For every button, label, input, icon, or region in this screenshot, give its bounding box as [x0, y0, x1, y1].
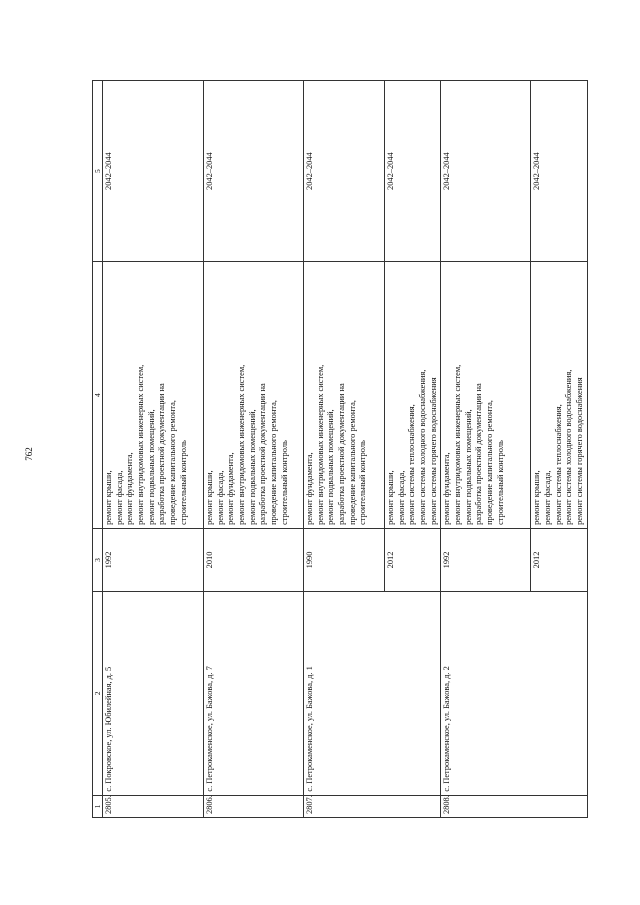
work-item: проведение капитального ремонта, — [168, 400, 178, 525]
row-year: 2010 — [204, 528, 304, 591]
header-col-1: 1 — [93, 795, 103, 817]
header-col-2: 2 — [93, 592, 103, 796]
work-item: ремонт внутридомовых инженерных систем, — [136, 364, 146, 525]
work-item: ремонт внутридомовых инженерных систем, — [315, 364, 325, 525]
work-item: проведение капитального ремонта, — [485, 400, 495, 525]
header-col-4: 4 — [93, 262, 103, 529]
row-period: 2042–2044 — [204, 81, 304, 262]
row-number: 2806. — [204, 795, 304, 817]
row-period: 2042–2044 — [531, 81, 587, 262]
row-year: 1992 — [103, 528, 204, 591]
work-item: ремонт фундамента, — [442, 452, 452, 525]
work-item: строительный контроль — [495, 440, 505, 525]
table-row — [204, 81, 304, 818]
work-item: разработка проектной документации на — [258, 383, 268, 525]
rotated-table-frame — [92, 80, 585, 818]
row-works — [304, 262, 385, 529]
work-item: ремонт фасада, — [543, 470, 553, 525]
work-item: проведение капитального ремонта, — [269, 400, 279, 525]
work-item: строительный контроль — [358, 440, 368, 525]
row-number: 2805. — [103, 795, 204, 817]
work-item: ремонт системы теплоснабжения, — [553, 404, 563, 525]
row-works — [441, 262, 531, 529]
work-item: ремонт подвальных помещений, — [463, 409, 473, 525]
row-year: 1992 — [441, 528, 531, 591]
work-item: ремонт крыши, — [104, 470, 113, 525]
header-col-3: 3 — [93, 528, 103, 591]
table-row — [103, 81, 204, 818]
rotated-table-container — [92, 80, 585, 818]
work-item: ремонт фундамента, — [305, 452, 314, 525]
work-item: разработка проектной документации на — [157, 383, 167, 525]
row-year: 2012 — [531, 528, 587, 591]
work-item: проведение капитального ремонта, — [347, 400, 357, 525]
row-period: 2042–2044 — [304, 81, 385, 262]
work-item: ремонт фундамента, — [125, 452, 135, 525]
repair-schedule-table — [92, 80, 588, 818]
table-row — [441, 81, 531, 818]
row-address: с. Покровское, ул. Юбилейная, д. 5 — [103, 592, 204, 796]
row-works — [103, 262, 204, 529]
work-item: разработка проектной документации на — [337, 383, 347, 525]
work-item: ремонт внутридомовых инженерных систем, — [453, 364, 463, 525]
row-year: 2012 — [385, 528, 441, 591]
row-number: 2808. — [441, 795, 587, 817]
work-item: ремонт фасада, — [215, 470, 225, 525]
row-address: с. Петрокаменское, ул. Бажова, д. 2 — [441, 592, 587, 796]
work-item: ремонт крыши, — [532, 470, 542, 525]
row-number: 2807. — [304, 795, 441, 817]
work-item: ремонт подвальных помещений, — [326, 409, 336, 525]
work-item: разработка проектной документации на — [474, 383, 484, 525]
header-col-5: 5 — [93, 81, 103, 262]
work-item: ремонт фундамента, — [226, 452, 236, 525]
work-item: ремонт крыши, — [386, 470, 395, 525]
row-works — [385, 262, 441, 529]
work-item: строительный контроль — [279, 440, 289, 525]
work-item: ремонт фасада, — [114, 470, 124, 525]
row-works — [531, 262, 587, 529]
work-item: ремонт внутридомовых инженерных систем, — [237, 364, 247, 525]
row-works — [204, 262, 304, 529]
work-item: ремонт системы горячего водоснабжения — [575, 377, 585, 525]
work-item: ремонт системы холодного водоснабжения, — [418, 369, 428, 525]
work-item: ремонт системы холодного водоснабжения, — [564, 369, 574, 525]
table-row — [304, 81, 385, 818]
work-item: ремонт подвальных помещений, — [247, 409, 257, 525]
work-item: ремонт системы теплоснабжения, — [407, 404, 417, 525]
row-address: с. Петрокаменское, ул. Бажова, д. 1 — [304, 592, 441, 796]
row-period: 2042–2044 — [441, 81, 531, 262]
row-address: с. Петрокаменское, ул. Бажова, д. 7 — [204, 592, 304, 796]
work-item: строительный контроль — [178, 440, 188, 525]
page-number: 762 — [23, 447, 34, 461]
work-item: ремонт фасада, — [396, 470, 406, 525]
row-period: 2042–2044 — [385, 81, 441, 262]
row-year: 1990 — [304, 528, 385, 591]
row-period: 2042–2044 — [103, 81, 204, 262]
header-row — [93, 81, 103, 818]
work-item: ремонт крыши, — [205, 470, 214, 525]
work-item: ремонт системы горячего водоснабжения — [428, 377, 438, 525]
work-item: ремонт подвальных помещений, — [146, 409, 156, 525]
